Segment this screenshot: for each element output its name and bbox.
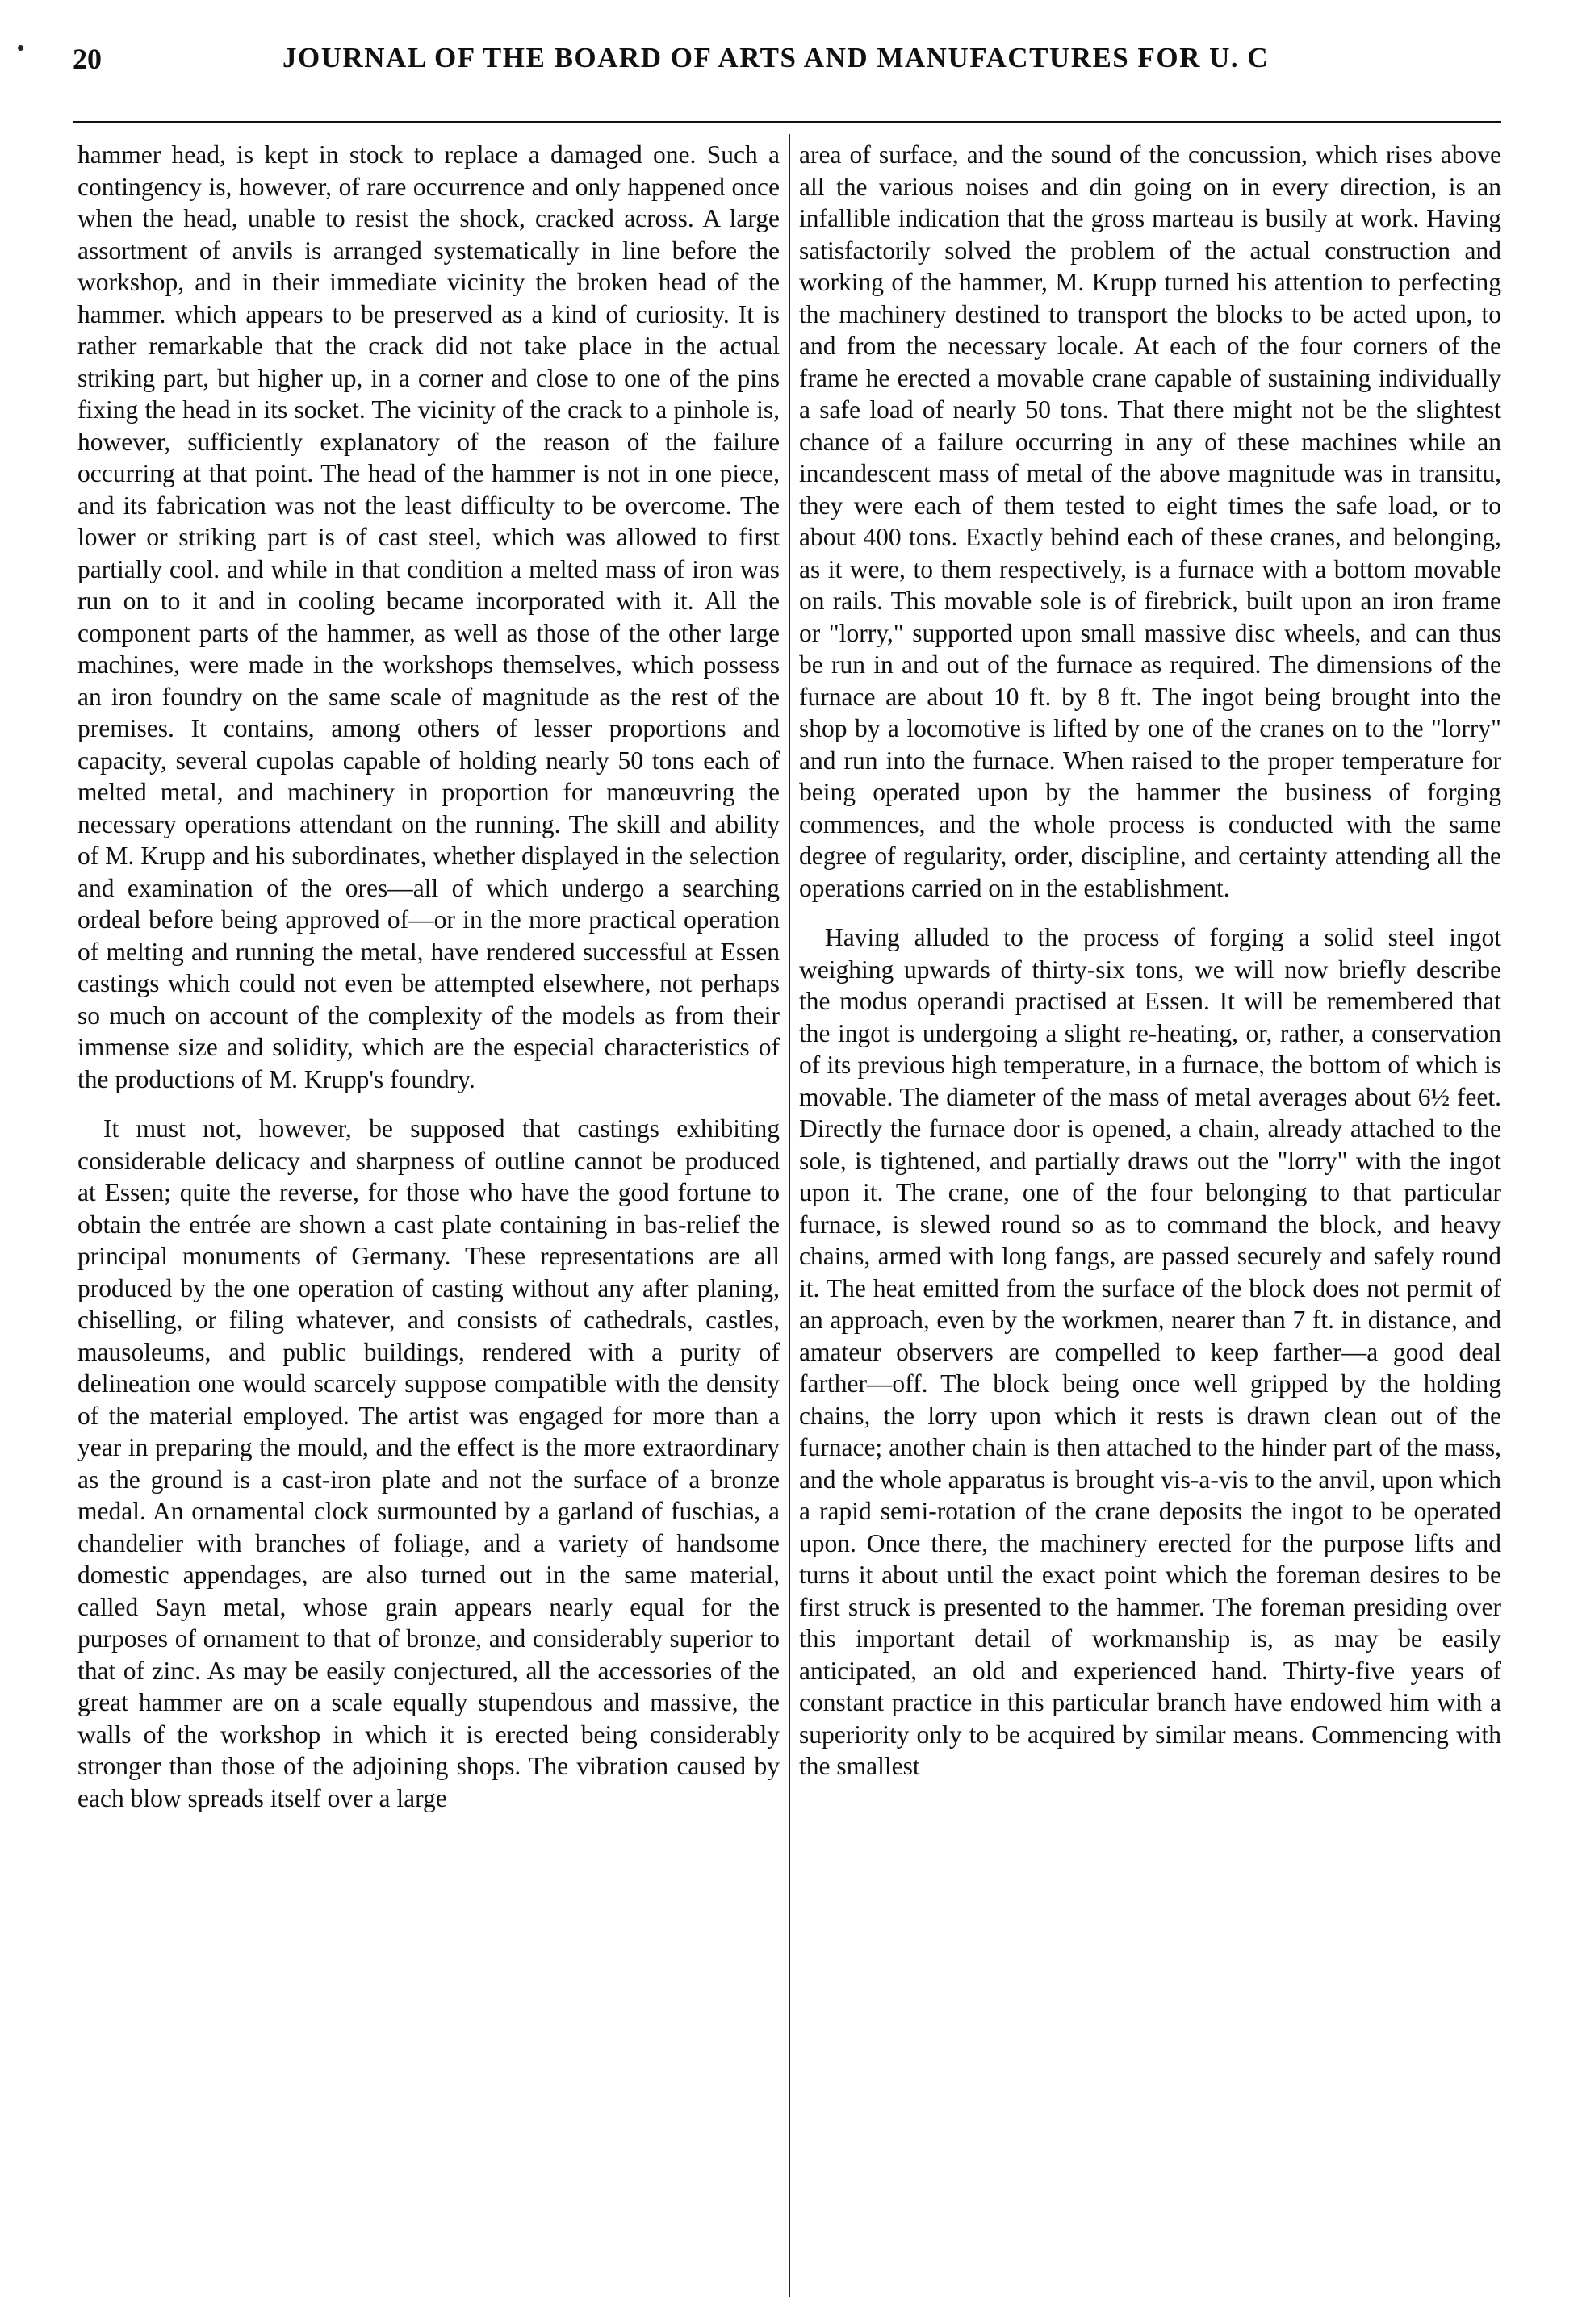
right-column bbox=[799, 139, 1501, 2301]
header-rule bbox=[73, 121, 1501, 123]
page-header bbox=[73, 37, 1493, 86]
left-paragraph-1: hammer head, is kept in stock to replace a damaged one. Such a contingency is, however, of rare occurrence and only happened once when the head, unable to resist the shock, cracked across. A large assortment of anvils is arranged systematically in line before the workshop, and in their immediate vicinity the broken head of the hammer. which appears to be preserved as a kind of curiosity. It is rather remarkable that the crack did not take place in the actual striking part, but higher up, in a corner and close to one of the pins fixing the head in its socket. The vicinity of the crack to a pinhole is, however, sufficiently explanatory of the reason of the failure occurring at that point. The head of the hammer is not in one piece, and its fabrication was not the least difficulty to be overcome. The lower or striking part is of cast steel, which was allowed to first partially cool. and while in that condition a melted mass of iron was run on to it and in cooling became incorporated with it. All the component parts of the hammer, as well as those of the other large machines, were made in the workshops themselves, which possess an iron foundry on the same scale of magnitude as the rest of the premises. It contains, among others of lesser proportions and capacity, several cupolas capable of holding nearly 50 tons each of melted metal, and machinery in proportion for manœuvring the necessary operations attendant on the running. The skill and ability of M. Krupp and his subordinates, whether displayed in the selection and examination of the ores—all of which undergo a searching ordeal before being approved of—or in the more practical operation of melting and running the metal, have rendered successful at Essen castings which could not even be attempted elsewhere, not perhaps so much on account of the complexity of the models as from their immense size and solidity, which are the especial characteristics of the productions of M. Krupp's foundry. bbox=[77, 140, 780, 1093]
right-paragraph-1: area of surface, and the sound of the concussion, which rises above all the various noises and din going on in every direction, is an infallible indication that the gross marteau is busily at work. Having satisfactorily solved the problem of the actual construction and working of the hammer, M. Krupp turned his attention to perfecting the machinery destined to transport the blocks to be acted upon, to and from the necessary locale. At each of the four corners of the frame he erected a movable crane capable of sustaining individually a safe load of nearly 50 tons. That there might not be the slightest chance of a failure occurring in any of these machines while an incandescent mass of metal of the above magnitude was in transitu, they were each of them tested to eight times the safe load, or to about 400 tons. Exactly behind each of these cranes, and belonging, as it were, to them respectively, is a furnace with a bottom movable on rails. This movable sole is of firebrick, built upon an iron frame or "lorry," supported upon small massive disc wheels, and can thus be run in and out of the furnace as required. The dimensions of the furnace are about 10 ft. by 8 ft. The ingot being brought into the shop by a locomotive is lifted by one of the cranes on to the "lorry" and run into the furnace. When raised to the proper temperature for being operated upon by the hammer the business of forging commences, and the whole process is conducted with the same degree of regularity, order, discipline, and certainty attending all the operations carried on in the establishment. bbox=[799, 140, 1501, 902]
running-head: JOURNAL OF THE BOARD OF ARTS AND MANUFACTURES FOR U. C bbox=[282, 42, 1270, 73]
left-column bbox=[77, 139, 780, 2301]
left-paragraph-2: It must not, however, be supposed that castings exhibiting considerable delicacy and sharpness of outline cannot be produced at Essen; quite the reverse, for those who have the good fortune to obtain the entrée are shown a cast plate containing in bas-relief the principal monuments of Germany. These representations are all produced by the one operation of casting without any after planing, chiselling, or filing whatever, and consists of cathedrals, castles, mausoleums, and public buildings, rendered with a purity of delineation one would scarcely suppose compatible with the density of the material employed. The artist was engaged for more than a year in preparing the mould, and the effect is the more extraordinary as the ground is a cast-iron plate and not the surface of a bronze medal. An ornamental clock surmounted by a garland of fuschias, a chandelier with branches of foliage, and a variety of handsome domestic appendages, are also turned out in the same material, called Sayn metal, whose grain appears nearly equal for the purposes of ornament to that of bronze, and considerably superior to that of zinc. As may be easily conjectured, all the accessories of the great hammer are on a scale equally stupendous and massive, the walls of the workshop in which it is erected being considerably stronger than those of the adjoining shops. The vibration caused by each blow spreads itself over a large bbox=[77, 1114, 780, 1812]
right-paragraph-2: Having alluded to the process of forging a solid steel ingot weighing upwards of thirty-six tons, we will now briefly describe the modus operandi practised at Essen. It will be remembered that the ingot is undergoing a slight re-heating, or, rather, a conservation of its previous high temperature, in a furnace, the bottom of which is movable. The diameter of the mass of metal averages about 6½ feet. Directly the furnace door is opened, a chain, already attached to the sole, is tightened, and partially draws out the "lorry" with the ingot upon it. The crane, one of the four belonging to that particular furnace, is slewed round so as to command the block, and heavy chains, armed with long fangs, are passed securely and safely round it. The heat emitted from the surface of the block does not permit of an approach, even by the workmen, nearer than 7 ft. in distance, and amateur observers are compelled to keep farther—a good deal farther—off. The block being once well gripped by the holding chains, the lorry upon which it rests is drawn clean out of the furnace; another chain is then attached to the hinder part of the mass, and the whole apparatus is brought vis-a-vis to the anvil, upon which a rapid semi-rotation of the crane deposits the ingot to be operated upon. Once there, the machinery erected for the purpose lifts and turns it about until the exact point which the foreman desires to be first struck is presented to the hammer. The foreman presiding over this important detail of workmanship is, as may be easily anticipated, an old and experienced hand. Thirty-five years of constant practice in this particular branch have endowed him with a superiority only to be acquired by similar means. Commencing with the smallest bbox=[799, 923, 1501, 1780]
margin-dot bbox=[18, 45, 23, 51]
page-number: 20 bbox=[73, 43, 102, 75]
column-divider bbox=[789, 134, 790, 2297]
